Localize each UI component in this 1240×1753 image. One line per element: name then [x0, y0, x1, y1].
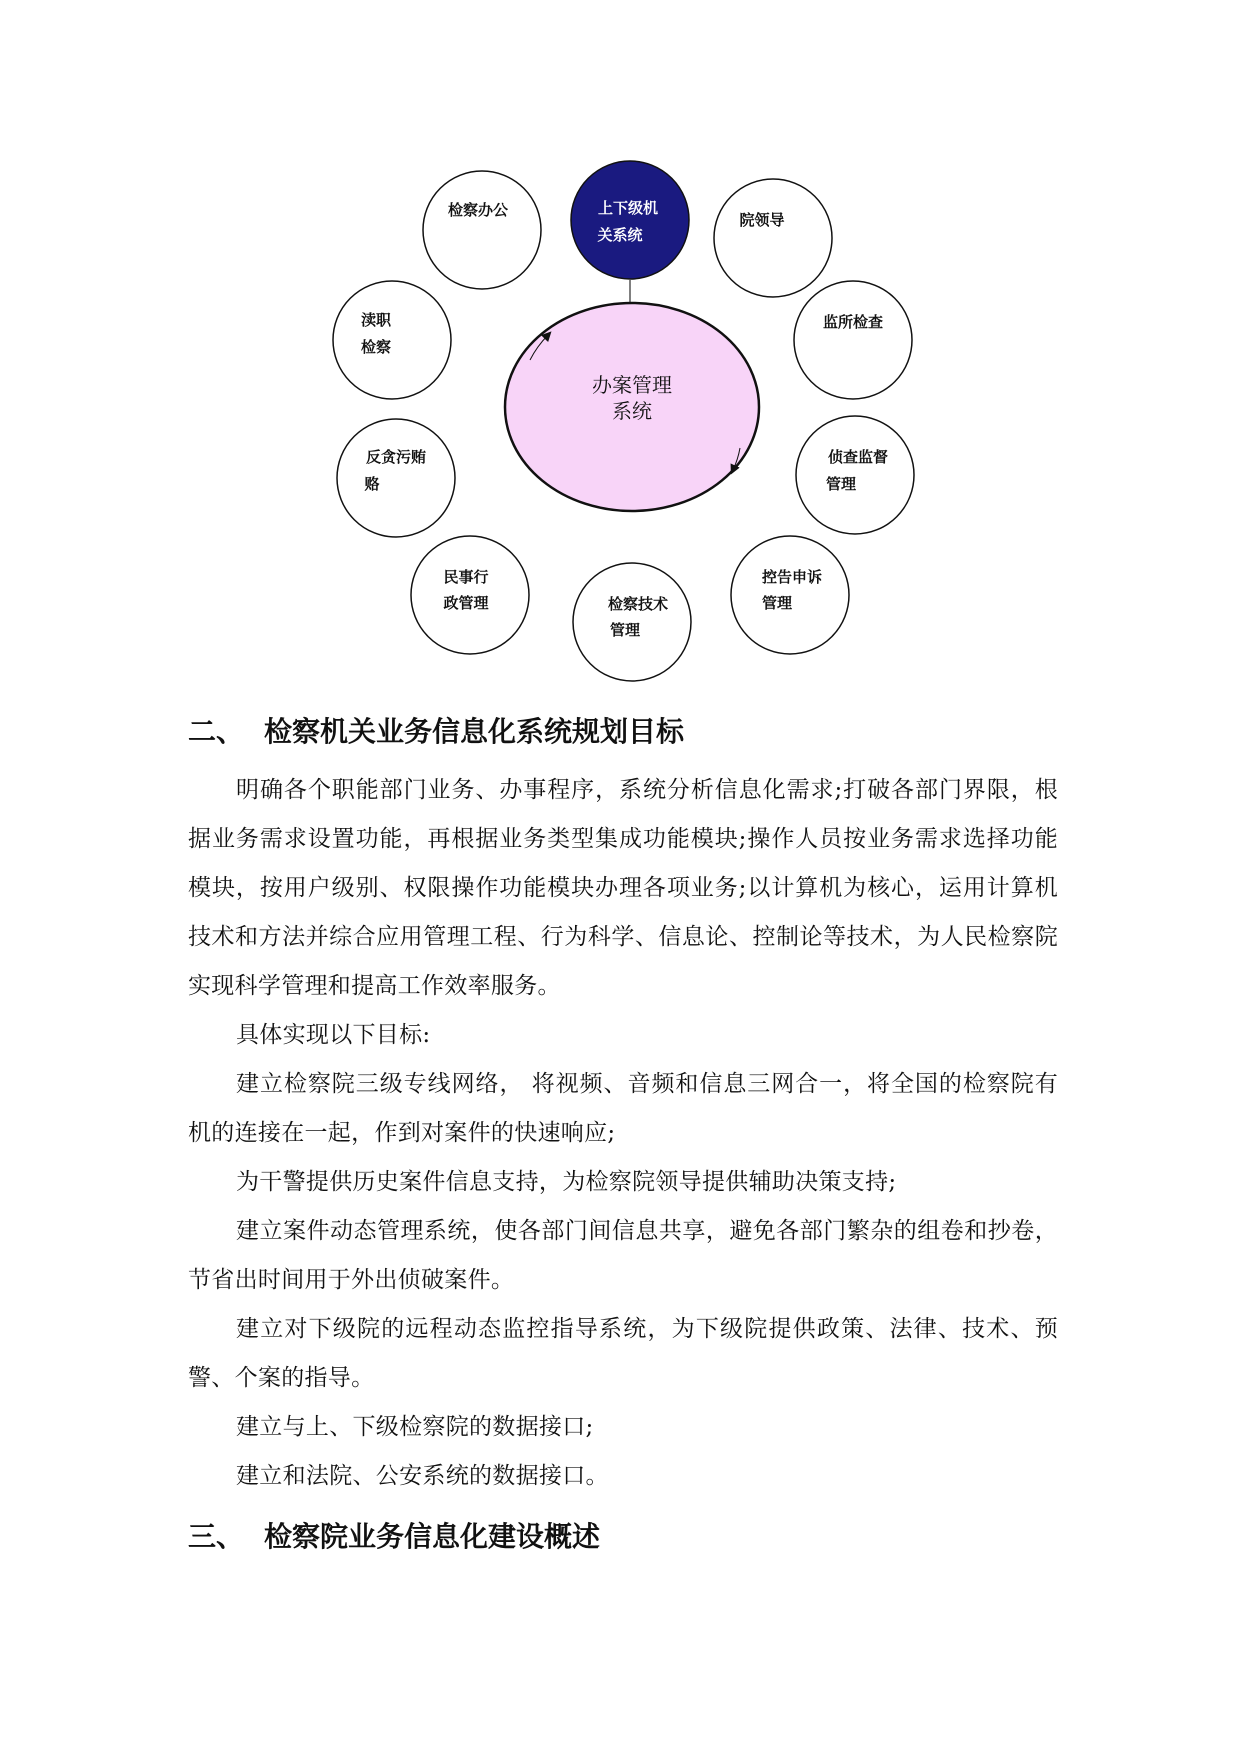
svg-text:赂: 赂 — [364, 475, 380, 493]
svg-text:渎职: 渎职 — [360, 311, 392, 329]
paragraph: 建立对下级院的远程动态监控指导系统，为下级院提供政策、法律、技术、预警、个案的指导。 — [188, 1316, 1058, 1391]
svg-text:反贪污贿: 反贪污贿 — [365, 448, 427, 466]
section2-number: 二、 — [188, 715, 245, 748]
paragraph: 具体实现以下目标: — [236, 1022, 431, 1048]
node-jiancha-bangong — [423, 171, 541, 289]
document-body — [188, 712, 1058, 1557]
paragraph: 建立和法院、公安系统的数据接口。 — [236, 1463, 609, 1489]
top-node-label-line2: 关系统 — [597, 226, 643, 244]
paragraph: 建立案件动态管理系统，使各部门间信息共享，避免各部门繁杂的组卷和抄卷，节省出时间用于外出侦破案件。 — [188, 1218, 1058, 1293]
node-yuan-lingdao — [714, 179, 832, 297]
section3-title: 检察院业务信息化建设概述 — [264, 1520, 601, 1553]
diagram-canvas — [0, 0, 1240, 700]
section3-heading — [188, 1517, 1058, 1557]
paragraph: 为干警提供历史案件信息支持，为检察院领导提供辅助决策支持; — [236, 1169, 897, 1195]
svg-text:政管理: 政管理 — [443, 594, 489, 612]
section2-title: 检察机关业务信息化系统规划目标 — [264, 715, 685, 748]
top-node-circle — [571, 161, 689, 279]
svg-text:管理: 管理 — [609, 621, 641, 639]
svg-text:院领导: 院领导 — [739, 211, 785, 229]
svg-text:监所检查: 监所检查 — [822, 313, 884, 331]
svg-text:控告申诉: 控告申诉 — [761, 568, 823, 586]
center-label-line1: 办案管理 — [592, 373, 672, 397]
svg-text:民事行: 民事行 — [443, 568, 489, 586]
svg-text:检察: 检察 — [360, 338, 392, 356]
paragraph: 建立检察院三级专线网络， 将视频、音频和信息三网合一，将全国的检察院有机的连接在一起，作到对案件的快速响应; — [188, 1071, 1058, 1146]
paragraph: 建立与上、下级检察院的数据接口; — [236, 1414, 594, 1440]
node-zhencha-jiandu — [796, 416, 914, 534]
node-konggao-shensu — [731, 536, 849, 654]
svg-text:检察技术: 检察技术 — [607, 595, 669, 613]
node-duzhi-jiancha — [333, 281, 451, 399]
node-jiansuo-jiancha — [794, 281, 912, 399]
svg-text:侦查监督: 侦查监督 — [827, 448, 889, 466]
paragraph: 明确各个职能部门业务、办事程序，系统分析信息化需求;打破各部门界限，根据业务需求设置功能，再根据业务类型集成功能模块;操作人员按业务需求选择功能模块，按用户级别、权限操作功能模块办理各项业务;以计算机为核心，运用计算机技术和方法并综合应用管理工程、行为科学、信息论、控制论等技术，为人民检察院实现科学管理和提高工作效率服务。 — [188, 777, 1058, 999]
svg-text:管理: 管理 — [825, 475, 857, 493]
node-fantan-wuhui — [337, 419, 455, 537]
top-node-label-line1: 上下级机 — [597, 199, 659, 217]
node-jiancha-jishu — [573, 563, 691, 681]
node-minshi-xingzheng — [411, 536, 529, 654]
svg-text:检察办公: 检察办公 — [447, 201, 509, 219]
section2-heading — [188, 712, 1058, 752]
section3-number: 三、 — [188, 1520, 245, 1553]
center-label-line2: 系统 — [612, 399, 652, 423]
org-diagram — [0, 0, 1240, 700]
svg-text:管理: 管理 — [761, 594, 793, 612]
